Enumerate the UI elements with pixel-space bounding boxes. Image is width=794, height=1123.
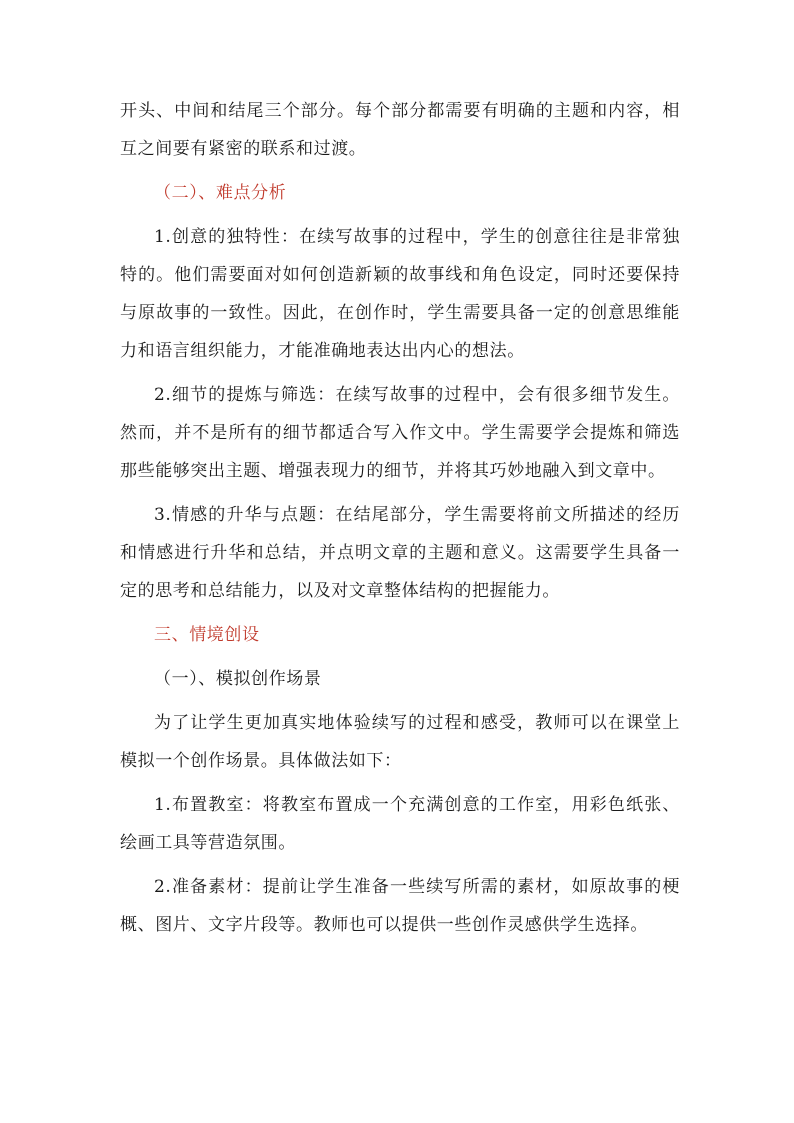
body-paragraph-point-2: 2.细节的提炼与筛选：在续写故事的过程中，会有很多细节发生。然而，并不是所有的细节都适合写入作文中。学生需要学会提炼和筛选那些能够突出主题、增强表现力的细节，并将其巧妙地融入到文章中。 [120,385,680,481]
body-paragraph-step-2: 2.准备素材：提前让学生准备一些续写所需的素材，如原故事的梗概、图片、文字片段等。教师也可以提供一些创作灵感供学生选择。 [120,877,680,935]
document-page [120,92,680,950]
subheading-simulate-scene: （一）、模拟创作场景 [154,669,322,689]
body-paragraph-step-1: 1.布置教室：将教室布置成一个充满创意的工作室，用彩色纸张、绘画工具等营造氛围。 [120,795,680,853]
body-paragraph-intro: 为了让学生更加真实地体验续写的过程和感受，教师可以在课堂上模拟一个创作场景。具体做法如下： [120,713,680,771]
subheading-difficulty-analysis: （二）、难点分析 [154,183,287,203]
body-paragraph-continuation: 开头、中间和结尾三个部分。每个部分都需要有明确的主题和内容，相互之间要有紧密的联系和过渡。 [120,101,680,159]
body-paragraph-point-3: 3.情感的升华与点题：在结尾部分，学生需要将前文所描述的经历和情感进行升华和总结，并点明文章的主题和意义。这需要学生具备一定的思考和总结能力，以及对文章整体结构的把握能力。 [120,505,680,601]
body-paragraph-point-1: 1.创意的独特性：在续写故事的过程中，学生的创意往往是非常独特的。他们需要面对如何创造新颖的故事线和角色设定，同时还要保持与原故事的一致性。因此，在创作时，学生需要具备一定的创意思维能力和语言组织能力，才能准确地表达出内心的想法。 [120,227,680,361]
section-heading-scenario: 三、情境创设 [154,625,260,645]
